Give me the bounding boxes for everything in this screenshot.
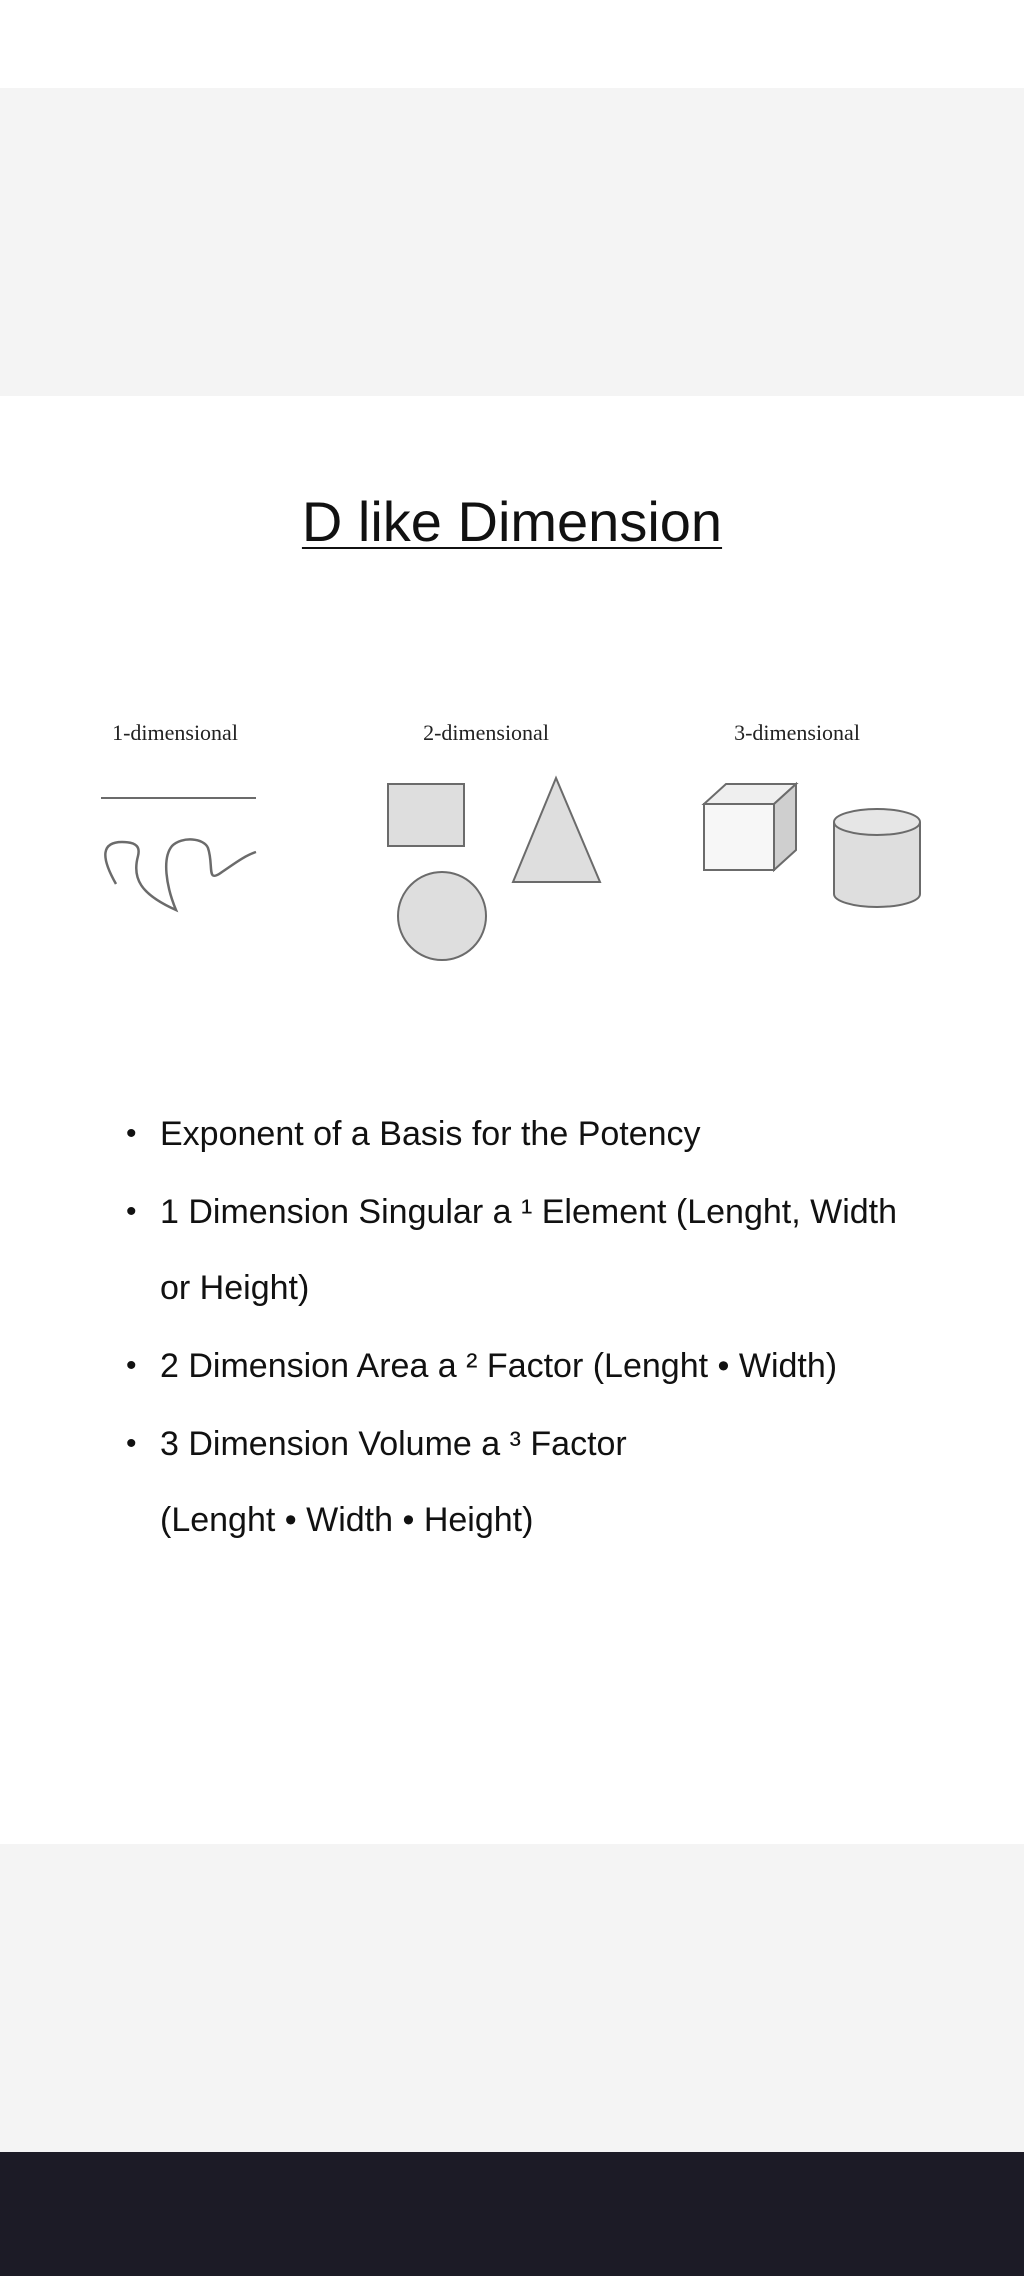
bullet-dot: • bbox=[126, 1349, 137, 1382]
bullet-item bbox=[0, 1174, 1024, 1326]
label-1-dimensional: 1-dimensional bbox=[112, 720, 238, 745]
bullet-dot: • bbox=[126, 1427, 137, 1460]
square-shape bbox=[388, 784, 464, 846]
bullet-text: Exponent of a Basis for the Potency bbox=[160, 1115, 701, 1153]
label-3-dimensional: 3-dimensional bbox=[734, 720, 860, 745]
bullet-text: 1 Dimension Singular a ¹ Element (Lenght, Width or Height) bbox=[160, 1193, 898, 1307]
bullet-item bbox=[0, 1328, 1024, 1404]
dimension-figure bbox=[0, 716, 1024, 1036]
bullet-list bbox=[0, 1096, 1024, 1558]
circle-shape bbox=[398, 872, 486, 960]
bullet-text: 3 Dimension Volume a ³ Factor (Lenght • Width • Height) bbox=[160, 1425, 627, 1539]
dark-footer-band bbox=[0, 2152, 1024, 2276]
triangle-shape bbox=[513, 778, 600, 882]
bullet-item bbox=[0, 1096, 1024, 1172]
cylinder-shape bbox=[834, 809, 920, 907]
slide bbox=[0, 396, 1024, 1844]
slide-title: D like Dimension bbox=[301, 490, 723, 553]
gray-band-bottom bbox=[0, 1844, 1024, 2152]
label-2-dimensional: 2-dimensional bbox=[423, 720, 549, 745]
dimension-illustration bbox=[0, 716, 1024, 1036]
gray-band-top bbox=[0, 88, 1024, 396]
top-margin bbox=[0, 0, 1024, 88]
bullet-text: 2 Dimension Area a ² Factor (Lenght • Width) bbox=[160, 1347, 838, 1385]
bullet-dot: • bbox=[126, 1195, 137, 1228]
curved-line-shape bbox=[105, 839, 256, 910]
cube-shape bbox=[704, 784, 796, 870]
bullet-dot: • bbox=[126, 1117, 137, 1150]
bullet-item bbox=[0, 1406, 1024, 1558]
